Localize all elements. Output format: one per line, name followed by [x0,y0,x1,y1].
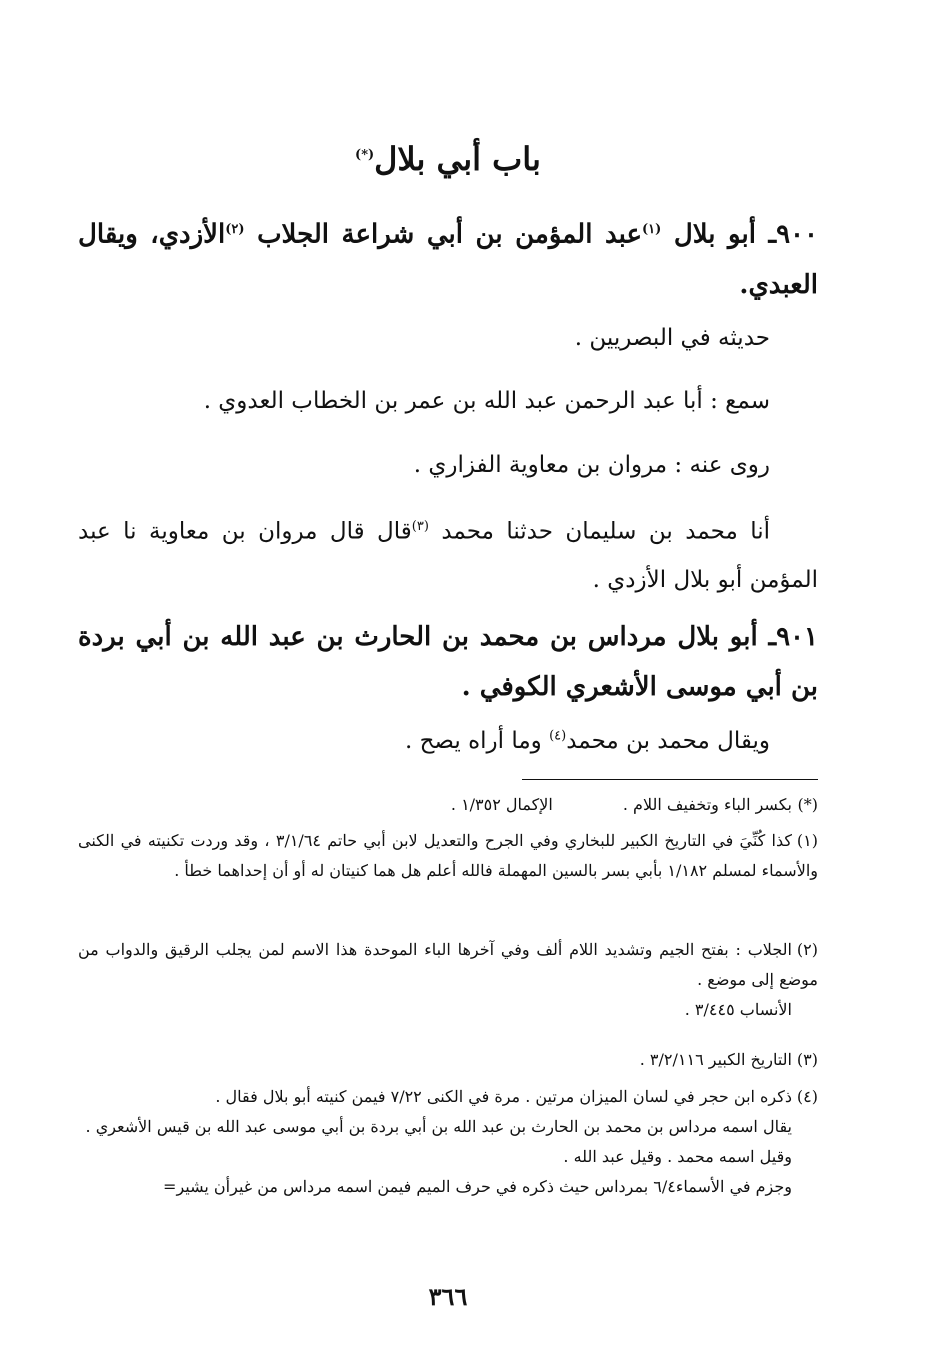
chapter-title [78,140,818,178]
footnote-2-source: الأنساب ٣/٤٤٥ . [684,1000,792,1019]
footnote-4-line-4: وجزم في الأسماء٦/٤ بمرداس حيث ذكره في حرف الميم فيمن اسمه مرداس من غيرأن يشير= [163,1177,792,1196]
footnote-4: (٤)ذكره ابن حجر في لسان الميزان مرتين . مرة في الكنى ٧/٢٢ فيمن كنيته أبو بلال فقال . يقال اسمه مرداس بن محمد بن الحارث بن عبد الله بن أبي بردة بن أبي موسى عبد الله بن قيس الأشعري . وقيل اسمه محمد . وقيل عبد الله . وجزم في الأسماء٦/٤ بمرداس حيث ذكره في حرف الميم فيمن اسمه مرداس من غيرأن يشير= [78,1082,818,1202]
footnote-4-line-3: وقيل اسمه محمد . وقيل عبد الله . [563,1147,792,1166]
entry-901-alternate-name: ويقال محمد بن محمد$^{(٤)}$ وما أراه يصح . [404,728,770,754]
entry-900-narrators-line: روى عنه : مروان بن معاوية الفزاري . [413,452,770,478]
footnote-1: (١)كذا كُنِّيَ في التاريخ الكبير للبخاري وفي الجرح والتعديل لابن أبي حاتم ٣/١/٦٤ ، وقد وردت تكنيته في الكنى والأسماء لمسلم ١/١٨٢ بأبي بسر بالسين المهملة فالله أعلم هل هما كنيتان له أو أن إحداهما خطأ . [78,831,818,880]
chapter-title-text: باب أبي بلال [374,140,541,178]
entry-900-isnad: أنا محمد بن سليمان حدثنا محمد $^{(٣)}$قال قال مروان بن معاوية نا عبد المؤمن أبو بلال الأزدي . [78,518,818,593]
chapter-footnote-marker: (*) [355,147,375,163]
entry-900-hadith-line: حديثه في البصريين . [574,325,770,351]
footnote-ref-2: (٢) [225,222,245,237]
footnote-3: (٣)التاريخ الكبير ٣/٢/١١٦ . [639,1050,818,1069]
footnote-ref-3: (٣) [411,519,429,534]
entry-901-heading: ٩٠١ـ أبو بلال مرداس بن محمد بن الحارث بن عبد الله بن أبي بردة بن أبي موسى الأشعري الكوفي . [78,622,818,702]
footnote-divider [522,779,818,780]
footnote-star: (*)بكسر الباء وتخفيف اللام .الإكمال ١/٣٥٢ . [450,795,818,814]
footnote-ref-4: (٤) [549,728,567,744]
entry-900-heard-line: سمع : أبا عبد الرحمن عبد الله بن عمر بن الخطاب العدوي . [203,388,770,414]
footnote-4-line-2: يقال اسمه مرداس بن محمد بن الحارث بن عبد الله بن أبي بردة بن أبي موسى عبد الله بن قيس الأشعري . [85,1117,792,1136]
page-number: ٣٦٦ [428,1282,468,1311]
footnote-ref-1: (١) [642,222,662,237]
footnote-2: (٢)الجلاب : بفتح الجيم وتشديد اللام ألف وفي آخرها الباء الموحدة هذا الاسم لمن يجلب الرقيق والدواب من موضع إلى موضع . الأنساب ٣/٤٤٥ . [78,935,818,1025]
entry-900-heading: ٩٠٠ـ أبو بلال $^{(١)}$عبد المؤمن بن أبي شراعة الجلاب $^{(٢)}$الأزدي، ويقال العبدي. [78,219,818,300]
book-page [78,0,818,1350]
